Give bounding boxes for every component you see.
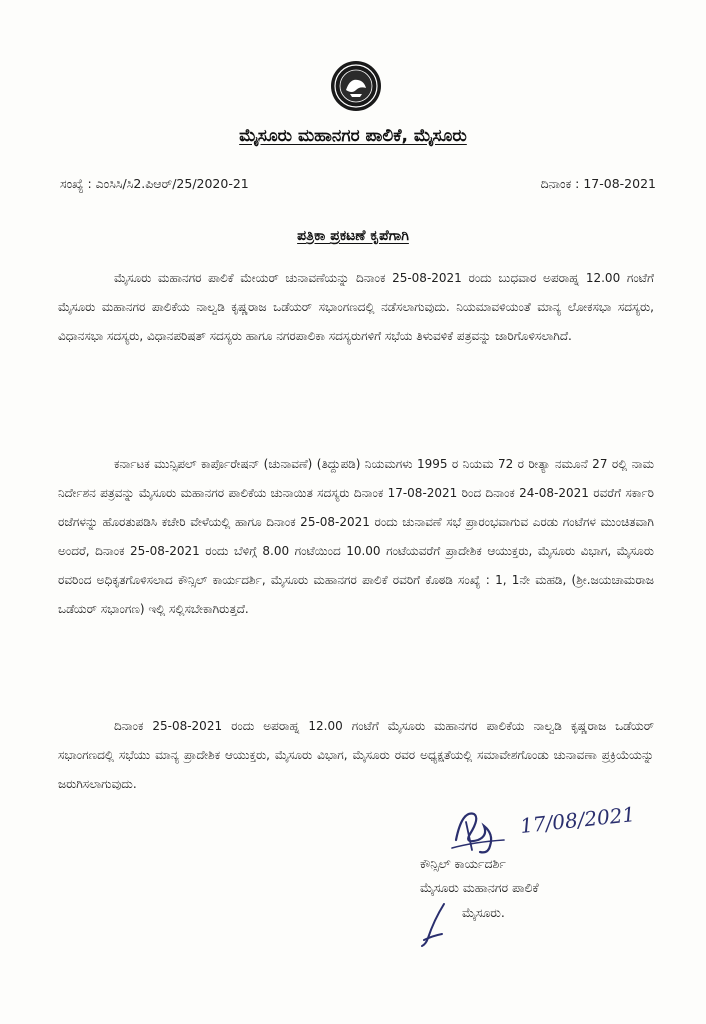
paragraph-nomination-rules: ಕರ್ನಾಟಕ ಮುನ್ಸಿಪಲ್ ಕಾರ್ಪೊರೇಷನ್ (ಚುನಾವಣೆ) (ತಿದ್ದುಪಡಿ) ನಿಯಮಗಳು 1995 ರ ನಿಯಮ 72 ರ ರೀತ್ಯಾ ನಮೂನೆ 27 ರಲ್ಲಿ ನಾಮ ನಿರ್ದೇಶನ ಪತ್ರವನ್ನು ಮೈಸೂರು ಮಹಾನಗರ ಪಾಲಿಕೆಯ ಚುನಾಯಿತ ಸದಸ್ಯರು ದಿನಾಂಕ 17-08-2021 ರಿಂದ ದಿನಾಂಕ 24-08-2021 ರವರೆಗೆ ಸರ್ಕಾರಿ ರಜೆಗಳನ್ನು ಹೊರತುಪಡಿಸಿ ಕಚೇರಿ ವೇಳೆಯಲ್ಲಿ ಹಾಗೂ ದಿನಾಂಕ 25-08-2021 ರಂದು ಚುನಾವಣೆ ಸಭೆ ಪ್ರಾರಂಭವಾಗುವ ಎರಡು ಗಂಟೆಗಳ ಮುಂಚಿತವಾಗಿ ಅಂದರೆ, ದಿನಾಂಕ 25-08-2021 ರಂದು ಬೆಳಿಗ್ಗೆ 8.00 ಗಂಟೆಯಿಂದ 10.00 ಗಂಟೆಯವರೆಗೆ ಪ್ರಾದೇಶಿಕ ಆಯುಕ್ತರು, ಮೈಸೂರು ವಿಭಾಗ, ಮೈಸೂರು ರವರಿಂದ ಅಧಿಕೃತಗೊಳಿಸಲಾದ ಕೌನ್ಸಿಲ್ ಕಾರ್ಯದರ್ಶಿ, ಮೈಸೂರು ಮಹಾನಗರ ಪಾಲಿಕೆ ರವರಿಗೆ ಕೊಠಡಿ ಸಂಖ್ಯೆ : 1, 1ನೇ ಮಹಡಿ, (ಶ್ರೀ.ಜಯಚಾಮರಾಜ ಒಡೆಯರ್ ಸಭಾಂಗಣ) ಇಲ್ಲಿ ಸಲ್ಲಿಸಬೇಕಾಗಿರುತ್ತದೆ. (58, 457, 654, 616)
document-date: ದಿನಾಂಕ : 17-08-2021 (540, 176, 656, 191)
designation-title: ಕೌನ್ಸಿಲ್ ಕಾರ್ಯದರ್ಶಿ (420, 856, 506, 871)
reference-number: ಸಂಖ್ಯೆ : ಎಂಸಿಸಿ/ಸಿ2.ಪಿಆರ್/25/2020-21 (60, 176, 249, 191)
organization-title: ಮೈಸೂರು ಮಹಾನಗರ ಪಾಲಿಕೆ, ಮೈಸೂರು (239, 126, 467, 146)
municipal-seal-logo (330, 60, 382, 112)
designation-office: ಮೈಸೂರು ಮಹಾನಗರ ಪಾಲಿಕೆ (420, 880, 539, 895)
handwritten-date: 17/08/2021 (519, 802, 637, 838)
press-release-title: ಪತ್ರಿಕಾ ಪ್ರಕಟಣೆ ಕೃಪೆಗಾಗಿ (297, 228, 409, 244)
designation-city: ಮೈಸೂರು. (462, 905, 505, 920)
initial-mark-icon (414, 900, 454, 950)
paragraph-election-notice: ಮೈಸೂರು ಮಹಾನಗರ ಪಾಲಿಕೆ ಮೇಯರ್ ಚುನಾವಣೆಯನ್ನು ದಿನಾಂಕ 25-08-2021 ರಂದು ಬುಧವಾರ ಅಪರಾಹ್ನ 12.00 ಗಂಟೆಗೆ ಮೈಸೂರು ಮಹಾನಗರ ಪಾಲಿಕೆಯ ನಾಲ್ವಡಿ ಕೃಷ್ಣರಾಜ ಒಡೆಯರ್ ಸಭಾಂಗಣದಲ್ಲಿ ನಡೆಸಲಾಗುವುದು. ನಿಯಮಾವಳಿಯಂತೆ ಮಾನ್ಯ ಲೋಕಸಭಾ ಸದಸ್ಯರು, ವಿಧಾನಸಭಾ ಸದಸ್ಯರು, ವಿಧಾನಪರಿಷತ್ ಸದಸ್ಯರು ಹಾಗೂ ನಗರಪಾಲಿಕಾ ಸದಸ್ಯರುಗಳಿಗೆ ಸಭೆಯ ತಿಳುವಳಿಕೆ ಪತ್ರವನ್ನು ಜಾರಿಗೊಳಿಸಲಾಗಿದೆ. (58, 271, 654, 343)
paragraph-meeting-details: ದಿನಾಂಕ 25-08-2021 ರಂದು ಅಪರಾಹ್ನ 12.00 ಗಂಟೆಗೆ ಮೈಸೂರು ಮಹಾನಗರ ಪಾಲಿಕೆಯ ನಾಲ್ವಡಿ ಕೃಷ್ಣರಾಜ ಒಡೆಯರ್ ಸಭಾಂಗಣದಲ್ಲಿ ಸಭೆಯು ಮಾನ್ಯ ಪ್ರಾದೇಶಿಕ ಆಯುಕ್ತರು, ಮೈಸೂರು ವಿಭಾಗ, ಮೈಸೂರು ರವರ ಅಧ್ಯಕ್ಷತೆಯಲ್ಲಿ ಸಮಾವೇಶಗೊಂಡು ಚುನಾವಣಾ ಪ್ರಕ್ರಿಯೆಯನ್ನು ಜರುಗಿಸಲಾಗುವುದು. (58, 719, 654, 791)
